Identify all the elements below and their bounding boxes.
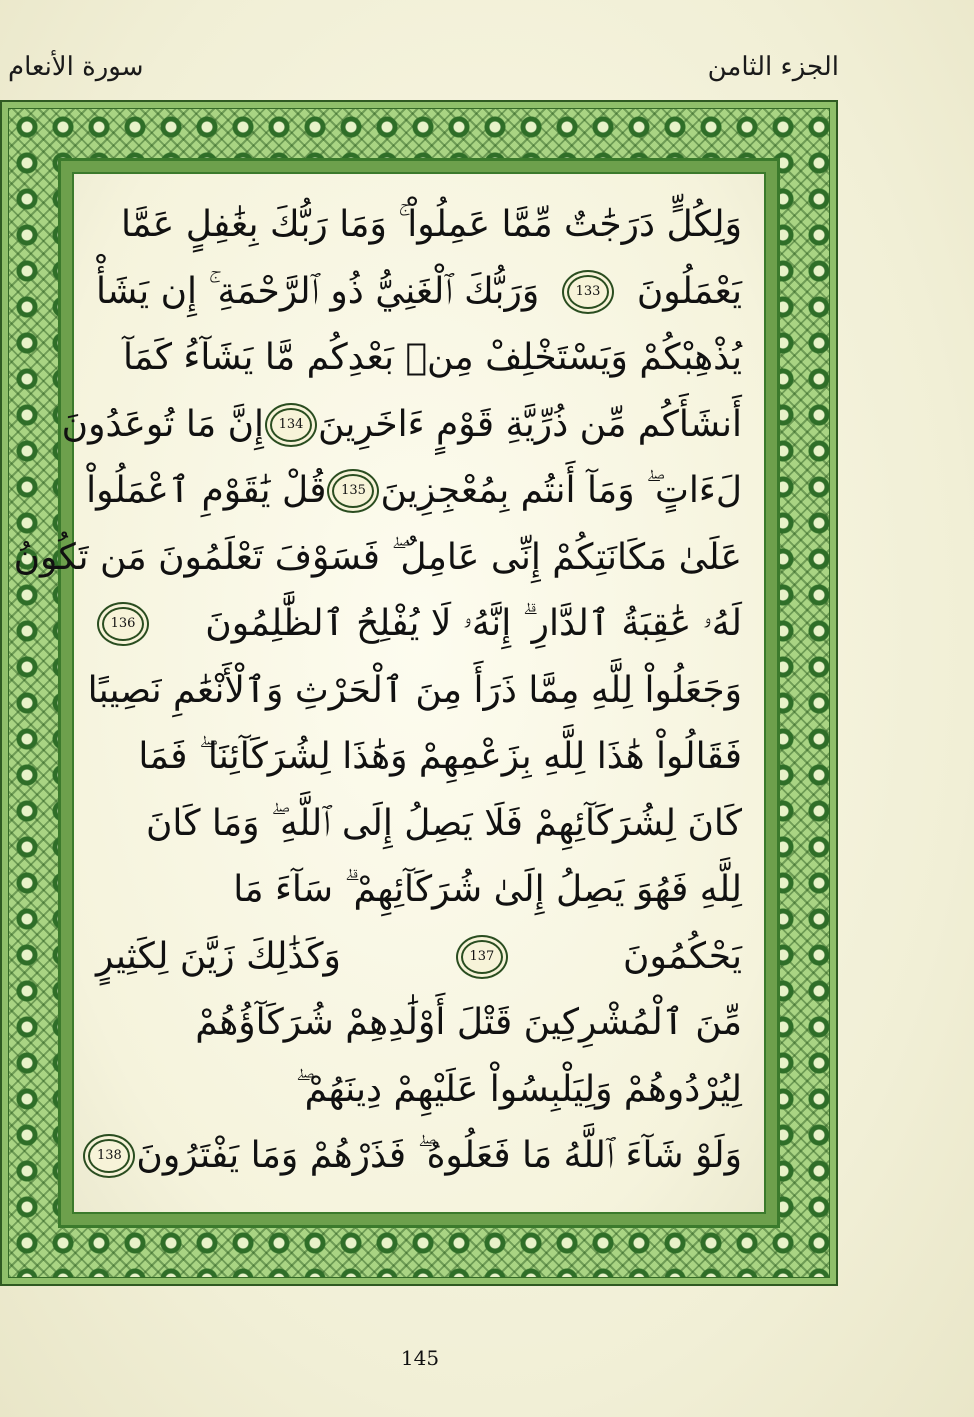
ornamental-frame xyxy=(0,100,838,1286)
verse-number-marker: 135 xyxy=(332,474,374,508)
text-line xyxy=(96,724,742,791)
line-text: يَعْمَلُونَ xyxy=(636,270,742,312)
line-text: وَجَعَلُواْ لِلَّهِ مِمَّا ذَرَأَ مِنَ ٱلْحَرْثِ وَٱلْأَنْعَٰمِ نَصِيبًا xyxy=(87,669,742,711)
text-line xyxy=(87,658,742,725)
line-text: يَحْكُمُونَ xyxy=(623,935,742,977)
line-text: فَقَالُواْ هَٰذَا لِلَّهِ بِزَعْمِهِمْ وَهَٰذَا لِشُرَكَآئِنَا ۖ فَمَا xyxy=(138,736,742,778)
line-text: لَهُۥ عَٰقِبَةُ ٱلدَّارِ ۗ إِنَّهُۥ لَا يُفْلِحُ ٱلظَّٰلِمُونَ xyxy=(205,603,742,645)
text-line xyxy=(96,791,742,858)
text-line xyxy=(96,857,742,924)
text-panel xyxy=(13,172,766,1214)
text-line xyxy=(96,192,742,259)
text-line xyxy=(86,458,742,525)
juz-name: الجزء الثامن xyxy=(707,52,839,82)
text-line xyxy=(96,1057,742,1124)
text-line xyxy=(96,990,742,1057)
surah-name: سورة الأنعام xyxy=(8,52,144,82)
line-text: أَنشَأَكُم مِّن ذُرِّيَّةِ قَوْمٍ ءَاخَرِينَ xyxy=(318,403,742,445)
text-line xyxy=(13,525,742,592)
line-text-continued: وَرَبُّكَ ٱلْغَنِيُّ ذُو ٱلرَّحْمَةِ ۚ إِن يَشَأْ xyxy=(96,270,540,312)
line-text: لِلَّهِ فَهُوَ يَصِلُ إِلَىٰ شُرَكَآئِهِمْ ۗ سَآءَ مَا xyxy=(233,869,742,911)
line-text-continued: وَكَذَٰلِكَ زَيَّنَ لِكَثِيرٍ xyxy=(96,935,341,977)
verse-number-marker: 133 xyxy=(567,275,609,309)
text-line xyxy=(96,924,742,991)
line-text: لَءَاتٍ ۖ وَمَآ أَنتُم بِمُعْجِزِينَ xyxy=(380,470,742,512)
text-line xyxy=(96,591,742,658)
line-text-continued: قُلْ يَٰقَوْمِ ٱعْمَلُواْ xyxy=(86,470,327,512)
quran-text xyxy=(13,192,764,1190)
line-text-continued: إِنَّ مَا تُوعَدُونَ xyxy=(61,403,265,445)
verse-number-marker: 134 xyxy=(270,408,312,442)
text-line xyxy=(96,1123,742,1190)
line-text: مِّنَ ٱلْمُشْرِكِينَ قَتْلَ أَوْلَٰدِهِمْ شُرَكَآؤُهُمْ xyxy=(195,1002,742,1044)
text-line xyxy=(96,325,742,392)
line-text: لِيُرْدُوهُمْ وَلِيَلْبِسُواْ عَلَيْهِمْ دِينَهُمْ ۖ xyxy=(295,1068,742,1110)
verse-number-marker: 136 xyxy=(102,607,144,641)
text-line xyxy=(61,392,742,459)
line-text: كَانَ لِشُرَكَآئِهِمْ فَلَا يَصِلُ إِلَى ٱللَّهِ ۖ وَمَا كَانَ xyxy=(145,802,742,844)
page-header xyxy=(0,48,974,98)
line-text: عَلَىٰ مَكَانَتِكُمْ إِنِّى عَامِلٌ ۖ فَسَوْفَ تَعْلَمُونَ مَن تَكُونُ xyxy=(13,536,742,578)
text-line xyxy=(96,259,742,326)
verse-number-marker: 137 xyxy=(461,940,503,974)
verse-number-marker: 138 xyxy=(88,1139,130,1173)
page-number: 145 xyxy=(400,1346,440,1370)
line-text: يُذْهِبْكُمْ وَيَسْتَخْلِفْ مِنۢ بَعْدِكُم مَّا يَشَآءُ كَمَآ xyxy=(123,337,742,379)
line-text: وَلَوْ شَآءَ ٱللَّهُ مَا فَعَلُوهُ ۖ فَذَرْهُمْ وَمَا يَفْتَرُونَ xyxy=(136,1135,742,1177)
line-text: وَلِكُلٍّ دَرَجَٰتٌ مِّمَّا عَمِلُواْ ۚ وَمَا رَبُّكَ بِغَٰفِلٍ عَمَّا xyxy=(121,204,742,246)
